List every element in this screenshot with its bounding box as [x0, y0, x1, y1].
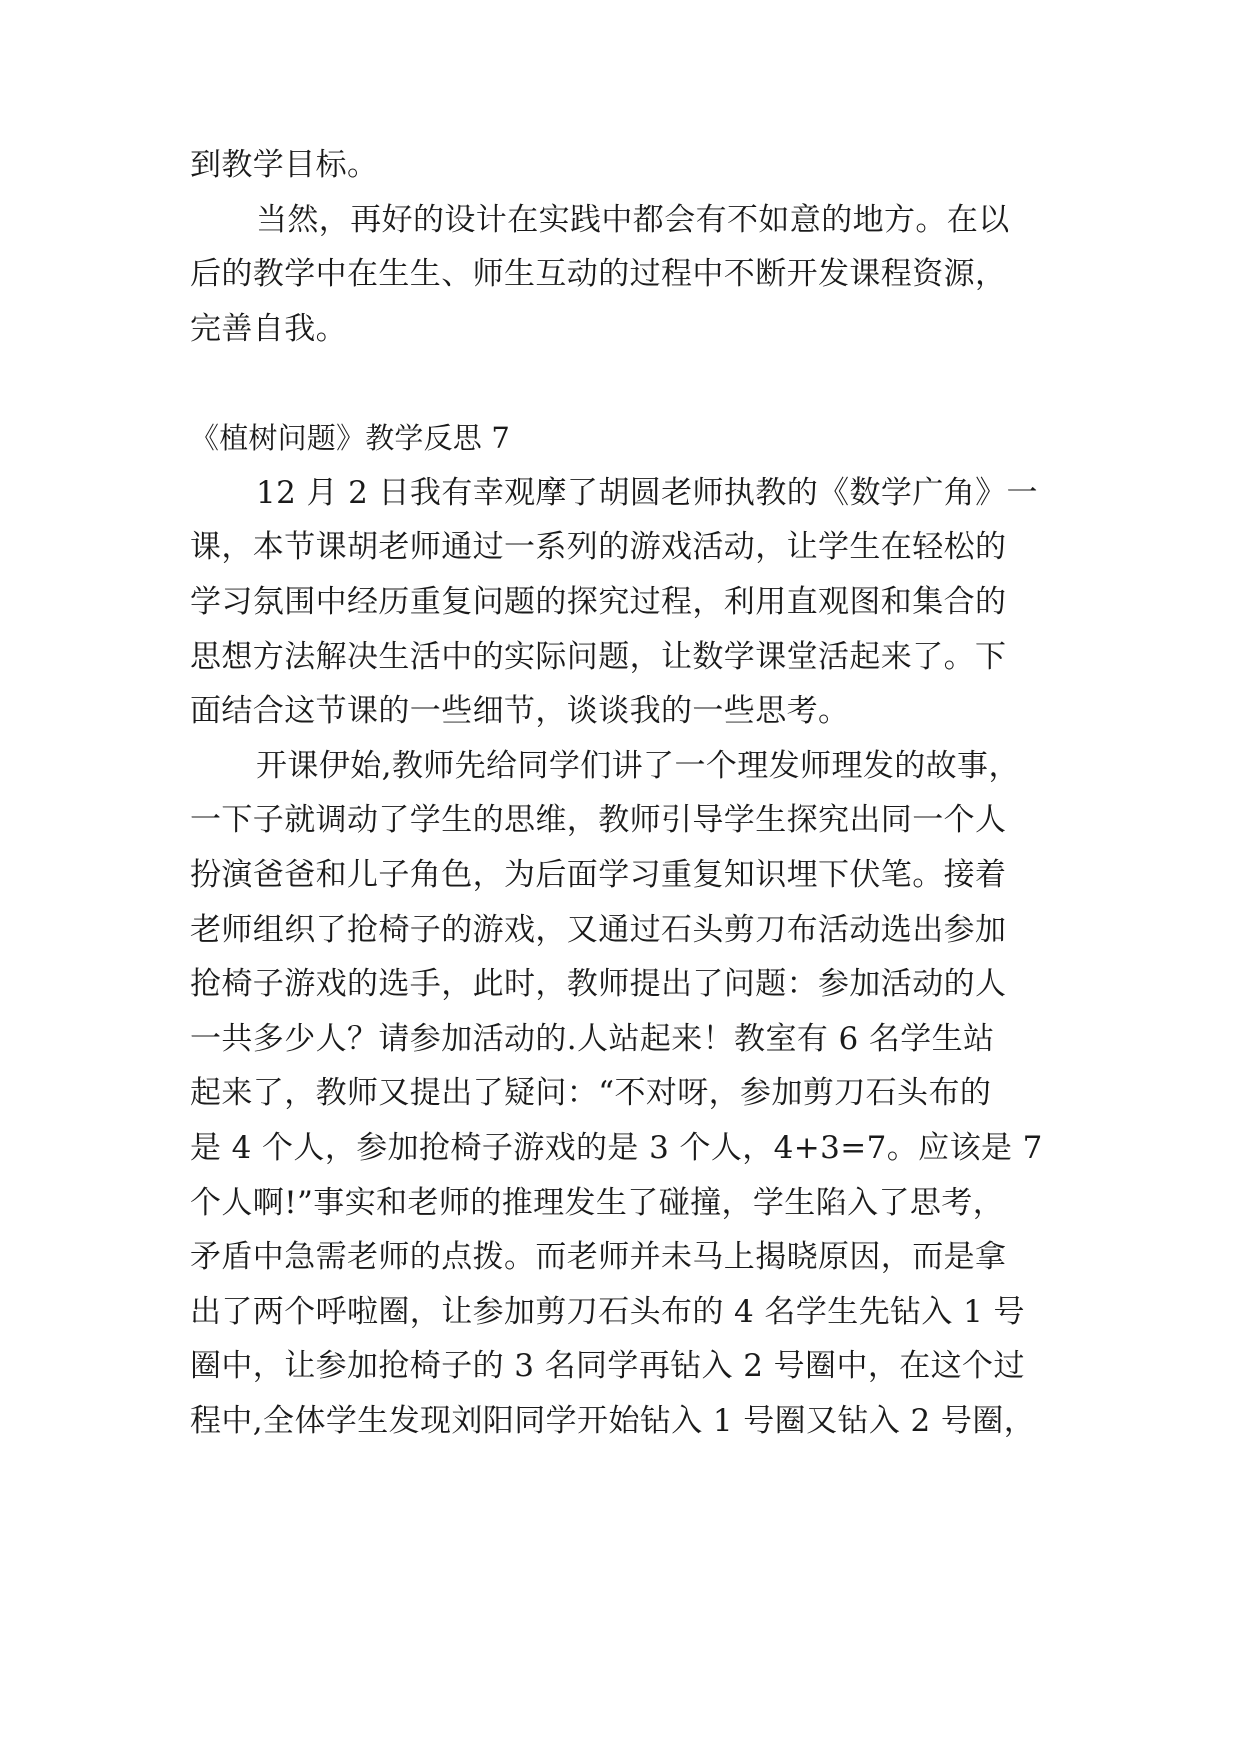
text-line: 程中,全体学生发现刘阳同学开始钻入 1 号圈又钻入 2 号圈， — [190, 1403, 1036, 1439]
text-line: 老师组织了抢椅子的游戏，又通过石头剪刀布活动选出参加 — [190, 912, 1007, 948]
text-line: 学习氛围中经历重复问题的探究过程，利用直观图和集合的 — [190, 584, 1007, 620]
text-line: 一下子就调动了学生的思维，教师引导学生探究出同一个人 — [190, 802, 1007, 838]
text-line: 矛盾中急需老师的点拨。而老师并未马上揭晓原因，而是拿 — [190, 1239, 1007, 1275]
text-line: 开课伊始,教师先给同学们讲了一个理发师理发的故事， — [256, 748, 1020, 784]
text-line: 课，本节课胡老师通过一系列的游戏活动，让学生在轻松的 — [190, 529, 1007, 565]
text-line: 个人啊!”事实和老师的推理发生了碰撞，学生陷入了思考， — [190, 1185, 1005, 1221]
text-line: 是 4 个人，参加抢椅子游戏的是 3 个人，4+3=7。应该是 7 — [190, 1130, 1043, 1166]
text-line: 圈中，让参加抢椅子的 3 名同学再钻入 2 号圈中，在这个过 — [190, 1348, 1025, 1384]
text-line: 完善自我。 — [190, 311, 347, 347]
text-line: 出了两个呼啦圈，让参加剪刀石头布的 4 名学生先钻入 1 号 — [190, 1294, 1025, 1330]
text-line: 当然，再好的设计在实践中都会有不如意的地方。在以 — [256, 202, 1010, 238]
text-line: 起来了，教师又提出了疑问：“不对呀，参加剪刀石头布的 — [190, 1075, 992, 1111]
text-line: 12 月 2 日我有幸观摩了胡圆老师执教的《数学广角》一 — [256, 475, 1038, 511]
text-line: 扮演爸爸和儿子角色，为后面学习重复知识埋下伏笔。接着 — [190, 857, 1007, 893]
text-line: 抢椅子游戏的选手，此时，教师提出了问题：参加活动的人 — [190, 966, 1007, 1002]
text-line: 一共多少人？请参加活动的.人站起来！教室有 6 名学生站 — [190, 1021, 995, 1057]
text-line: 到教学目标。 — [190, 147, 379, 183]
section-title: 《植树问题》教学反思 7 — [190, 421, 511, 455]
text-line: 思想方法解决生活中的实际问题，让数学课堂活起来了。下 — [190, 639, 1007, 675]
text-line: 后的教学中在生生、师生互动的过程中不断开发课程资源， — [190, 256, 1007, 292]
text-line: 面结合这节课的一些细节，谈谈我的一些思考。 — [190, 693, 850, 729]
